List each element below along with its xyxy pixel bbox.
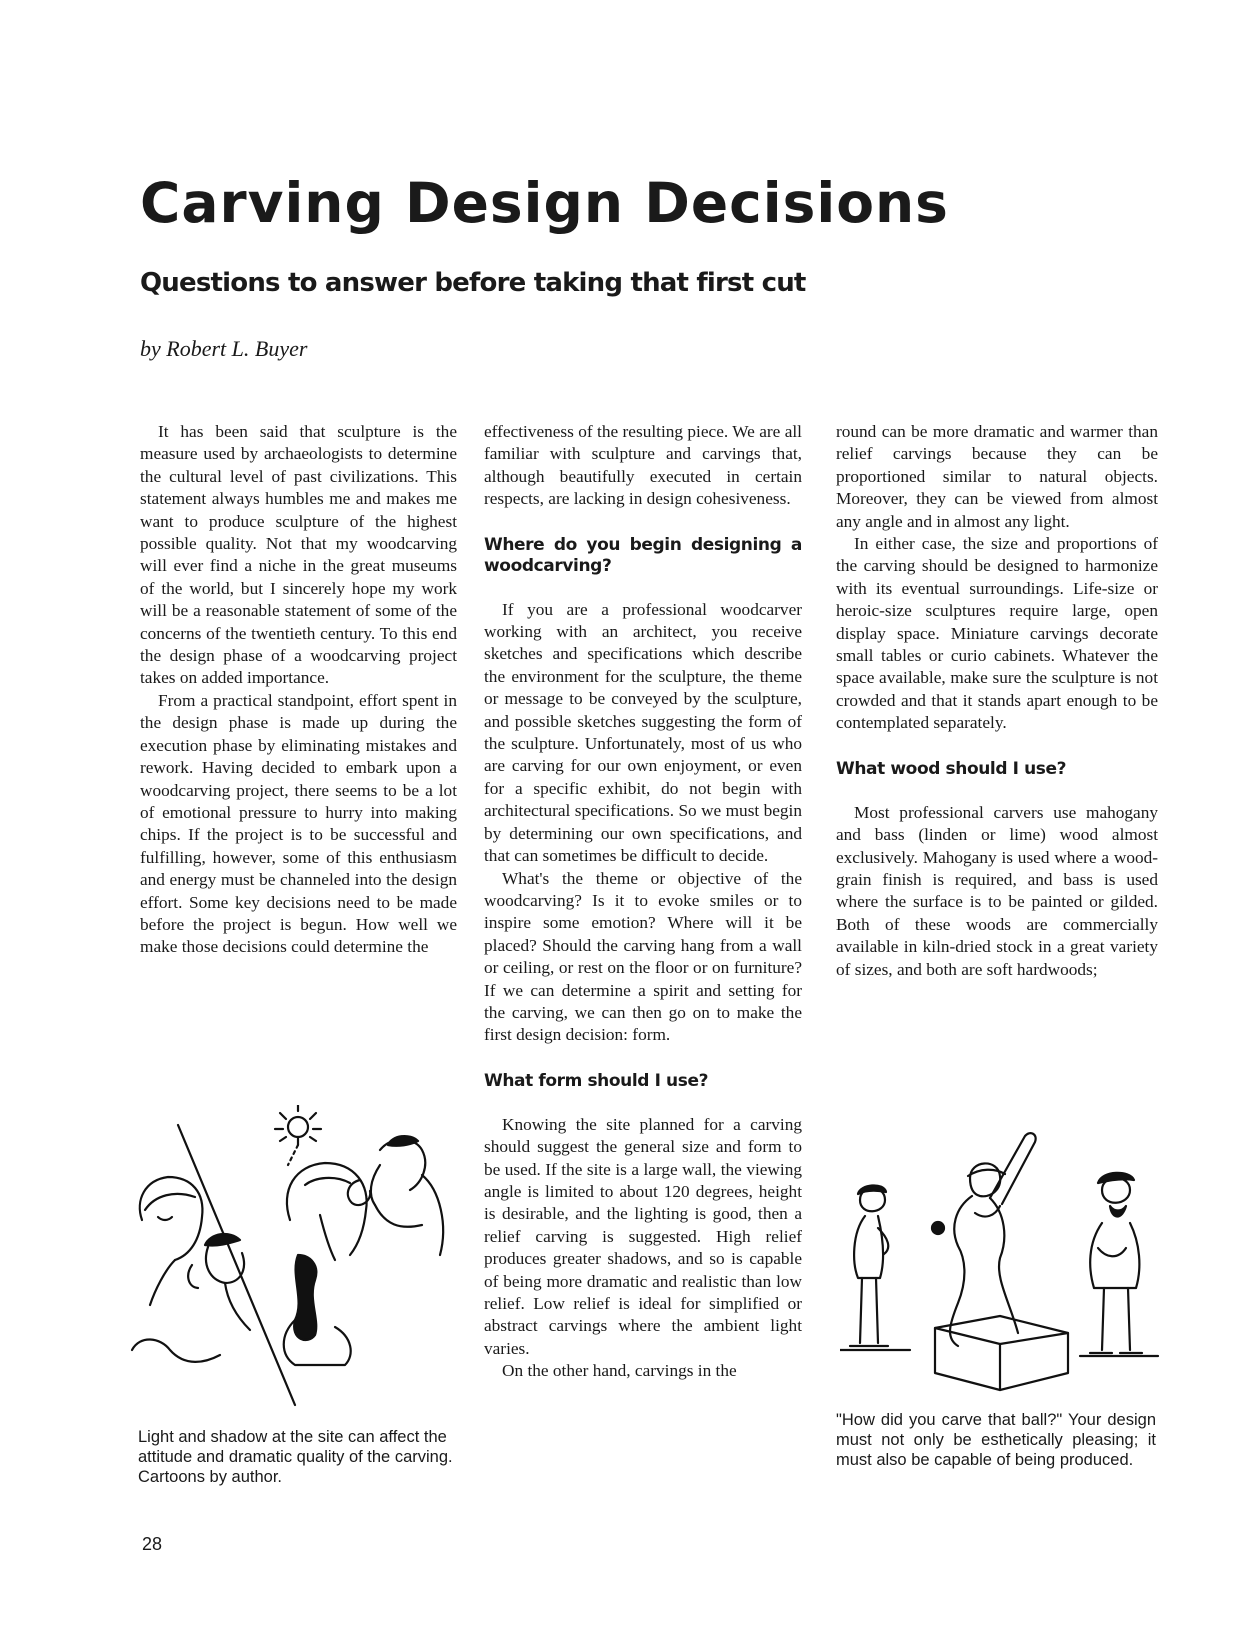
paragraph: From a practical standpoint, effort spent in the design phase is made up during the execution phase by eliminating mistakes and rework. Having decided to embark upon a woodcarving project, there seems to be a lot of emotional pressure to hurry into making chips. If the project is to be successful and fulfilling, however, some of this enthusiasm and energy must be channeled into the design effort. Some key decisions need to be made before the project is begun. How well we make those decisions could determine the [140, 690, 457, 957]
cartoon-lightbulb-sculptor-icon [130, 1105, 470, 1415]
paragraph: What's the theme or objective of the woodcarving? Is it to evoke smiles or to inspire some emotion? Where will it be placed? Should the carving hang from a wall or ceiling, or rest on the floor or on furniture? If we can determine a spirit and setting for the carving, we can then go on to make the first design decision: form. [484, 868, 802, 1045]
paragraph: round can be more dramatic and warmer than relief carvings because they can be proportioned similar to natural objects. Moreover, they can be viewed from almost any angle and in almost any light. [836, 422, 1158, 531]
paragraph: On the other hand, carvings in the [502, 1361, 737, 1381]
page-number: 28 [142, 1534, 163, 1554]
byline: by Robert L. Buyer [140, 336, 308, 361]
section-heading: What wood should I use? [836, 758, 1067, 779]
cartoon-baseball-statue-icon [840, 1128, 1160, 1406]
paragraph: effectiveness of the resulting piece. We are all familiar with sculpture and carvings that, although beautifully executed in certain respects, are lacking in design cohesiveness. [484, 422, 802, 509]
section-heading: Where do you begin designing a woodcarving? [484, 534, 802, 576]
paragraph: Most professional carvers use mahogany and bass (linden or lime) wood almost exclusively. Mahogany is used where a wood-grain finish is required, and bass is used where the surface is to be painted or gilded. Both of these woods are commercially available in kiln-dried stock in a great variety of sizes, and both are soft hardwoods; [836, 802, 1158, 979]
article-title: Carving Design Decisions [140, 171, 949, 235]
figure-caption-left: Light and shadow at the site can affect the attitude and dramatic quality of the carving. Cartoons by author. [138, 1428, 453, 1486]
column-2 [484, 421, 802, 1383]
column-1 [140, 421, 457, 959]
paragraph: Knowing the site planned for a carving should suggest the general size and form to be used. If the site is a large wall, the viewing angle is limited to about 120 degrees, height is desirable, and the lighting is good, then a relief carving is suggested. High relief produces greater shadows, and so is capable of being more dramatic and realistic than low relief. Low relief is ideal for simplified or abstract carvings where the ambient light varies. [484, 1114, 802, 1358]
paragraph: It has been said that sculpture is the measure used by archaeologists to determine the cultural level of past civilizations. This statement always humbles me and makes me want to produce sculpture of the highest possible quality. Not that my woodcarving will ever find a niche in the great museums of the world, but I sincerely hope my work will be a reasonable statement of some of the concerns of the twentieth century. To this end the design phase of a woodcarving project takes on added importance. [140, 422, 457, 688]
figure-caption-right: "How did you carve that ball?" Your design must not only be esthetically pleasing; it must also be capable of being produced. [836, 1411, 1156, 1469]
column-3 [836, 421, 1158, 981]
section-heading: What form should I use? [484, 1070, 709, 1091]
paragraph: In either case, the size and proportions of the carving should be designed to harmonize with its eventual surroundings. Life-size or heroic-size sculptures require large, open display space. Miniature carvings decorate small tables or curio cabinets. Whatever the space available, make sure the sculpture is not crowded and that it stands apart enough to be contemplated separately. [836, 534, 1158, 733]
article-subtitle: Questions to answer before taking that first cut [140, 268, 806, 298]
paragraph: If you are a professional woodcarver working with an architect, you receive sketches and specifications which describe the environment for the sculpture, the theme or message to be conveyed by the sculpture, and possible sketches suggesting the form of the sculpture. Unfortunately, most of us who are carving for our own enjoyment, or even for a specific exhibit, do not begin with architectural specifications. So we must begin by determining our own specifications, and that can sometimes be difficult to decide. [484, 599, 802, 866]
